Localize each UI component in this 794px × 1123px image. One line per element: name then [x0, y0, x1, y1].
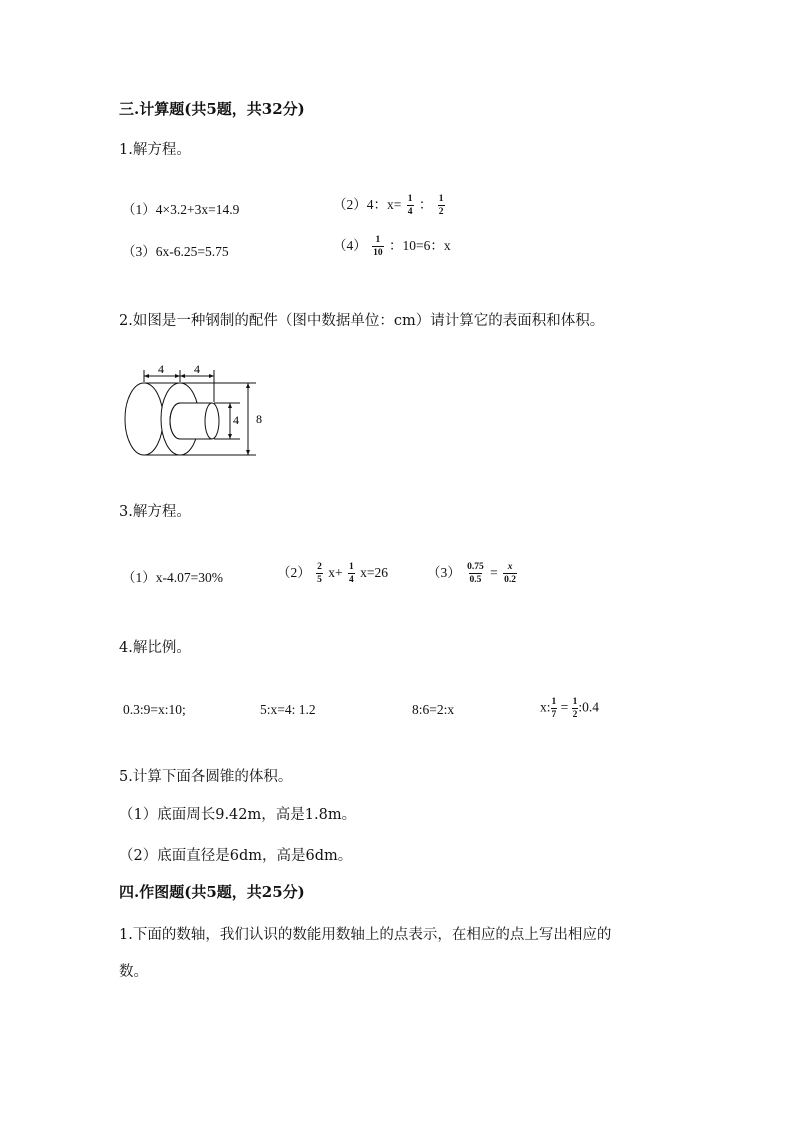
q3-eq2-label: （2）	[277, 565, 311, 580]
q1-eq2-mid: ：	[418, 197, 433, 212]
fraction-denominator: 2	[572, 710, 578, 720]
q5-item-1: （1）底面周长9.42m，高是1.8m。	[119, 807, 357, 823]
q1-eq3-text: 6x-6.25=5.75	[155, 244, 229, 259]
q3-eq2-mid: x+	[328, 565, 343, 580]
question-1-prompt: 1.解方程。	[119, 142, 191, 158]
q1-eq2-label: （2）	[333, 197, 367, 212]
q1-eq1-text: 4×3.2+3x=14.9	[155, 202, 240, 217]
q4-p4-pre: x:	[540, 699, 551, 715]
q3-eq2-fraction-2	[348, 562, 355, 585]
fraction-numerator: 1	[407, 194, 413, 205]
fraction-numerator: 1	[375, 235, 381, 246]
q4-p4-post: :0.4	[578, 699, 600, 715]
fraction-denominator: 4	[407, 207, 413, 218]
fraction-denominator: 4	[349, 575, 354, 586]
dim-label-outer-height: 8	[256, 412, 262, 426]
fraction-numerator: x	[507, 562, 513, 573]
fraction-denominator: 5	[317, 575, 322, 586]
fraction-numerator: 0.75	[467, 562, 484, 573]
s4-question-1-line-2: 数。	[119, 964, 148, 980]
q3-eq2-post: x=26	[360, 565, 388, 580]
section-3-title: 三.计算题(共5题，共32分)	[119, 100, 305, 118]
fraction-denominator: 0.2	[504, 575, 516, 586]
q1-eq2-fraction-2	[438, 194, 445, 217]
q3-eq2-fraction-1	[316, 562, 323, 585]
fraction-denominator: 0.5	[469, 575, 482, 586]
q4-proportion-4	[540, 697, 599, 720]
q3-equation-1	[122, 566, 223, 586]
q1-eq4-label: （4）	[333, 238, 367, 253]
q3-equation-2	[277, 561, 388, 585]
dim-label-right: 4	[194, 362, 200, 376]
question-4-prompt: 4.解比例。	[119, 640, 191, 656]
section-4-title: 四.作图题(共5题，共25分)	[119, 883, 305, 901]
q3-eq1-text: x-4.07=30%	[155, 570, 223, 585]
fraction-numerator: 1	[572, 697, 578, 707]
fraction-denominator: 10	[373, 248, 383, 259]
q1-eq4-post: ：10=6：x	[389, 238, 451, 253]
q3-eq3-equals: =	[490, 565, 498, 580]
q1-equation-1	[122, 198, 239, 218]
q1-equation-4	[333, 234, 451, 258]
q4-proportion-1: 0.3:9=x:10;	[123, 702, 186, 717]
q1-eq2-pre: 4：x=	[366, 197, 402, 212]
fraction-denominator: 2	[438, 207, 444, 218]
q1-equation-3	[122, 240, 229, 260]
q3-equation-3	[427, 561, 519, 585]
q4-proportion-2: 5:x=4: 1.2	[260, 702, 316, 717]
fraction-numerator: 1	[551, 697, 557, 707]
q1-eq2-fraction-1	[407, 194, 414, 217]
q3-eq3-fraction-2	[503, 562, 517, 585]
q5-item-2: （2）底面直径是6dm，高是6dm。	[119, 848, 353, 864]
fraction-numerator: 2	[317, 562, 322, 573]
q1-eq3-label: （3）	[122, 244, 156, 259]
fraction-numerator: 1	[438, 194, 444, 205]
fraction-numerator: 1	[349, 562, 354, 573]
q1-eq4-fraction	[372, 235, 384, 258]
q3-eq3-fraction-1	[466, 562, 485, 585]
inner-cylinder-right-face	[205, 403, 219, 439]
fraction-denominator: 7	[551, 710, 557, 720]
q3-eq3-label: （3）	[427, 565, 461, 580]
q4-p4-equals: =	[560, 699, 569, 715]
question-3-prompt: 3.解方程。	[119, 504, 191, 520]
q1-eq1-label: （1）	[122, 202, 156, 217]
question-2-prompt: 2.如图是一种钢制的配件（图中数据单位：cm）请计算它的表面积和体积。	[119, 313, 605, 329]
q4-p4-fraction-1	[551, 697, 558, 720]
q4-proportion-3: 8:6=2:x	[412, 702, 455, 717]
s4-question-1-line-1: 1.下面的数轴，我们认识的数能用数轴上的点表示，在相应的点上写出相应的	[119, 927, 612, 943]
dim-label-left: 4	[158, 362, 164, 376]
q1-equation-2	[333, 193, 447, 217]
steel-part-figure	[118, 358, 278, 462]
question-5-prompt: 5.计算下面各圆锥的体积。	[119, 769, 293, 785]
dim-label-inner-height: 4	[233, 413, 239, 427]
outer-cylinder-left-face	[125, 383, 163, 455]
q3-eq1-label: （1）	[122, 570, 156, 585]
